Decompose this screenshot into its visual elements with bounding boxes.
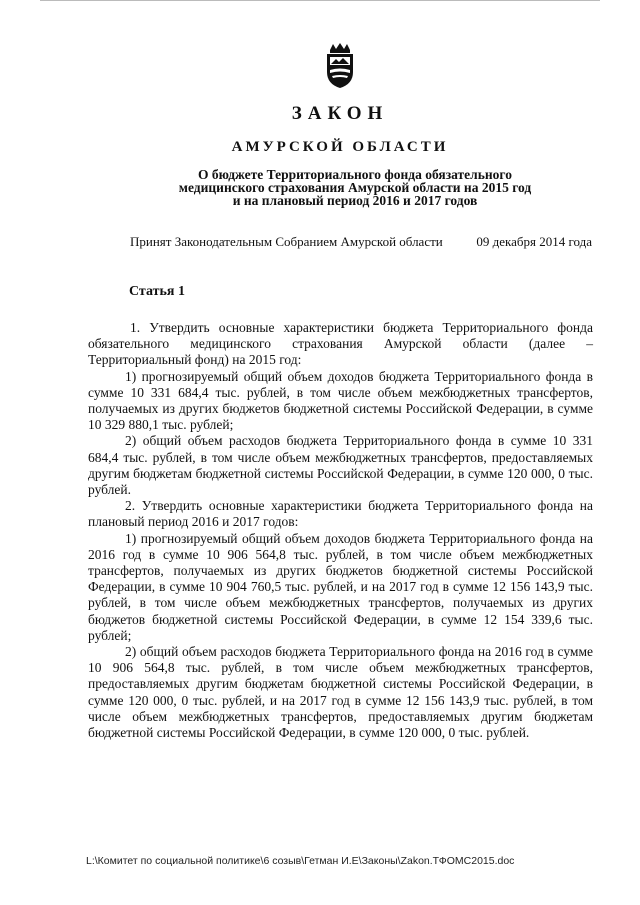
heading-line: О бюджете Территориального фонда обязательного [198, 167, 512, 182]
coat-of-arms-emblem-icon [323, 42, 357, 90]
paragraph: 1) прогнозируемый общий объем доходов бюджета Территориального фонда в сумме 10 331 684,4 тыс. рублей, в том числе объем межбюджетных трансфертов, получаемых из других бюджетов бюджетной системы Российской Федерации, в сумме 10 329 880,1 тыс. рублей; [88, 368, 593, 433]
adopted-date: 09 декабря 2014 года [476, 234, 592, 249]
file-path-footer: L:\Комитет по социальной политике\6 созыв\Гетман И.Е\Законы\Zakon.ТФОМС2015.doc [86, 855, 515, 867]
article-body [88, 320, 593, 741]
heading-line: и на плановый период 2016 и 2017 годов [232, 193, 478, 208]
paragraph: 2) общий объем расходов бюджета Территориального фонда на 2016 год в сумме 10 906 564,8 тыс. рублей, в том числе объем межбюджетных трансфертов, предоставляемых другим бюджетам бюджетной системы Российской Федерации, в сумме 120 000, 0 тыс. рублей, и на 2017 год в сумме 12 156 143,9 тыс. рублей, в том числе объем межбюджетных трансфертов, предоставляемых другим бюджетам бюджетной системы Российской Федерации, в сумме 120 000, 0 тыс. рублей. [88, 644, 593, 741]
adoption-line [130, 234, 592, 250]
heading-line: медицинского страхования Амурской области на 2015 год [178, 180, 532, 195]
article-title: Статья 1 [129, 284, 185, 299]
paragraph: 1) прогнозируемый общий объем доходов бюджета Территориального фонда на 2016 год в сумме 10 906 564,8 тыс. рублей, в том числе объем межбюджетных трансфертов, получаемых из других бюджетов бюджетной системы Российской Федерации, в сумме 10 904 760,5 тыс. рублей, и на 2017 год в сумме 12 156 143,9 тыс. рублей, в том числе объем межбюджетных трансфертов, получаемых из других бюджетов бюджетной системы Российской Федерации, в сумме 12 154 339,6 тыс. рублей; [88, 530, 593, 643]
adopted-by: Принят Законодательным Собранием Амурской области [130, 234, 443, 249]
paragraph: 1. Утвердить основные характеристики бюджета Территориального фонда обязательного медицинского страхования Амурской области (далее – Территориальный фонд) на 2015 год: [88, 320, 593, 368]
scan-edge-line [40, 0, 600, 1]
region-subtitle: АМУРСКОЙ ОБЛАСТИ [231, 139, 449, 155]
law-title: ЗАКОН [291, 103, 389, 124]
paragraph: 2. Утвердить основные характеристики бюджета Территориального фонда на плановый период 2016 и 2017 годов: [88, 498, 593, 530]
paragraph: 2) общий объем расходов бюджета Территориального фонда в сумме 10 331 684,4 тыс. рублей, в том числе объем межбюджетных трансфертов, предоставляемых другим бюджетам бюджетной системы Российской Федерации, в сумме 120 000, 0 тыс. рублей. [88, 433, 593, 498]
law-heading [135, 168, 575, 207]
